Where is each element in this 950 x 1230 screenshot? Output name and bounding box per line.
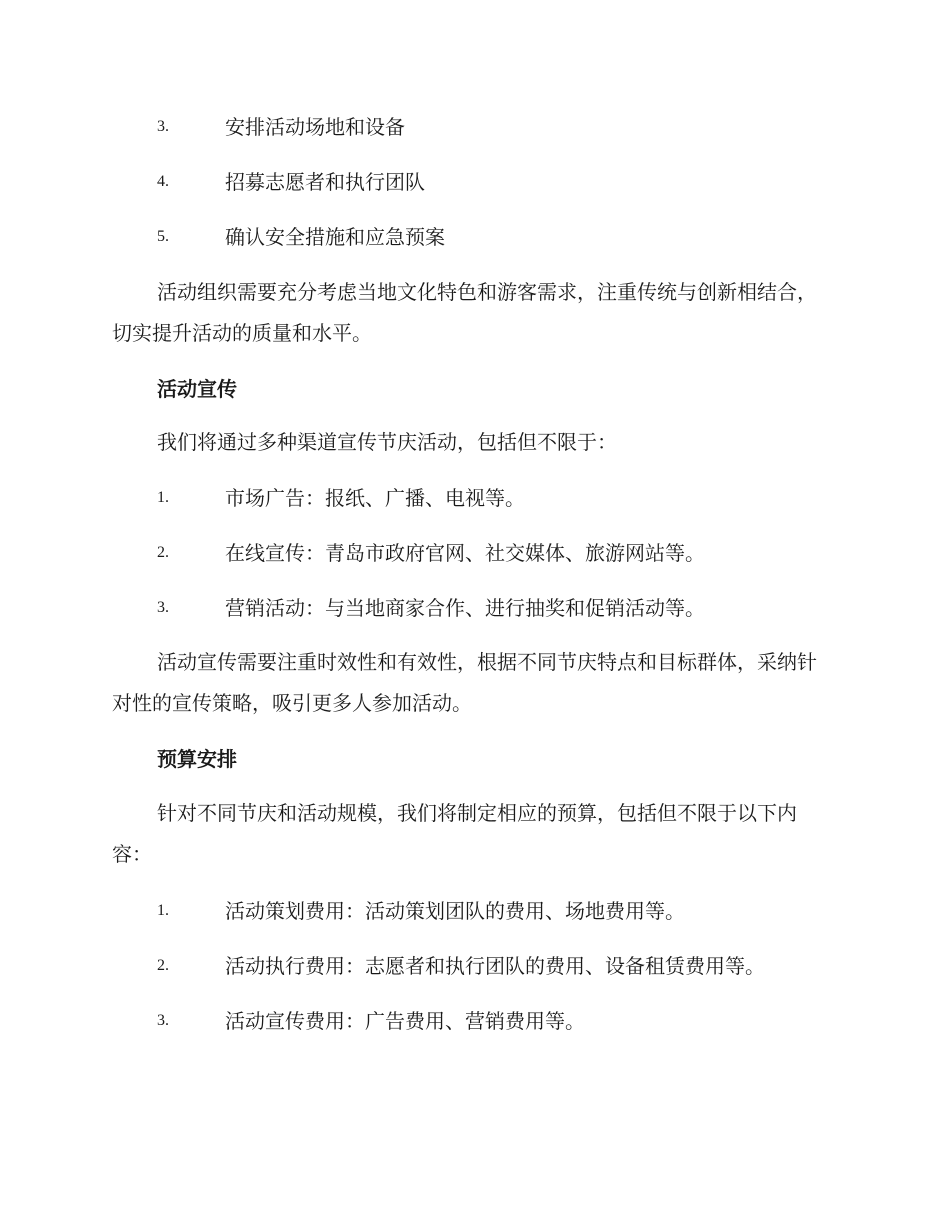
section-heading-budget: 预算安排 [157,747,237,771]
list-item [157,538,705,568]
list-text: 活动宣传费用：广告费用、营销费用等。 [225,1009,585,1033]
list-item [157,222,445,252]
promotion-note-paragraph: 活动宣传需要注重时效性和有效性，根据不同节庆特点和目标群体，采纳针对性的宣传策略，吸引更多人参加活动。 [112,650,817,715]
list-number: 1. [157,902,169,919]
list-item [157,896,685,926]
list-item [157,951,765,981]
budget-intro-paragraph: 针对不同节庆和活动规模，我们将制定相应的预算，包括但不限于以下内容： [112,801,797,866]
list-number: 2. [157,957,169,974]
list-text: 安排活动场地和设备 [225,115,405,139]
list-item [157,483,525,513]
list-item [157,167,425,197]
list-item [157,112,405,142]
list-text: 营销活动：与当地商家合作、进行抽奖和促销活动等。 [225,596,705,620]
section-heading-promotion: 活动宣传 [157,377,237,401]
list-text: 活动执行费用：志愿者和执行团队的费用、设备租赁费用等。 [225,954,765,978]
list-number: 2. [157,544,169,561]
list-text: 在线宣传：青岛市政府官网、社交媒体、旅游网站等。 [225,541,705,565]
list-number: 1. [157,489,169,506]
list-number: 3. [157,599,169,616]
list-number: 3. [157,118,169,135]
list-text: 活动策划费用：活动策划团队的费用、场地费用等。 [225,899,685,923]
list-text: 招募志愿者和执行团队 [225,170,425,194]
list-text: 市场广告：报纸、广播、电视等。 [225,486,525,510]
list-number: 4. [157,173,169,190]
promotion-intro-paragraph: 我们将通过多种渠道宣传节庆活动，包括但不限于： [157,430,617,454]
list-number: 5. [157,228,169,245]
organize-note-paragraph: 活动组织需要充分考虑当地文化特色和游客需求，注重传统与创新相结合，切实提升活动的质量和水平。 [112,280,817,345]
list-number: 3. [157,1012,169,1029]
list-item [157,593,705,623]
list-text: 确认安全措施和应急预案 [225,225,445,249]
list-item [157,1006,585,1036]
